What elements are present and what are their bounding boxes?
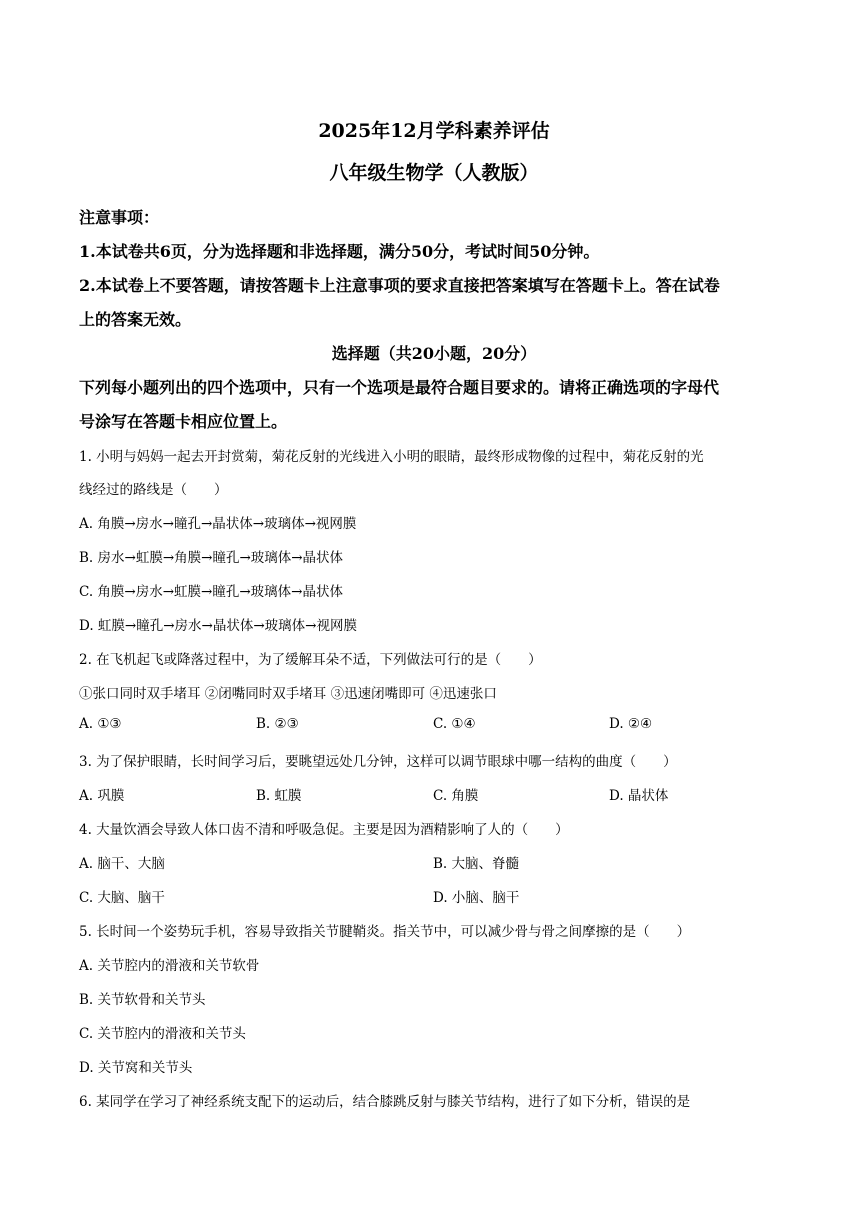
question-2-option-a: A. ①③: [79, 716, 122, 732]
notice-item-2-line-2: 上的答案无效。: [79, 310, 192, 329]
question-4-option-a: A. 脑干、大脑: [79, 856, 165, 872]
question-1-option-a: A. 角膜→房水→瞳孔→晶状体→玻璃体→视网膜: [79, 516, 357, 532]
question-2-option-b: B. ②③: [256, 716, 299, 732]
question-5-stem: 5. 长时间一个姿势玩手机，容易导致指关节腱鞘炎。指关节中，可以减少骨与骨之间摩擦的是（ ）: [79, 924, 691, 940]
question-1-option-d: D. 虹膜→瞳孔→房水→晶状体→玻璃体→视网膜: [79, 618, 357, 634]
question-2-option-c: C. ①④: [433, 716, 476, 732]
section-instruction-line-1: 下列每小题列出的四个选项中，只有一个选项是最符合题目要求的。请将正确选项的字母代: [79, 378, 720, 397]
question-2-stem: 2. 在飞机起飞或降落过程中，为了缓解耳朵不适，下列做法可行的是（ ）: [79, 652, 542, 668]
question-5-option-a: A. 关节腔内的滑液和关节软骨: [79, 958, 260, 974]
notice-item-2-line-1: 2.本试卷上不要答题，请按答题卡上注意事项的要求直接把答案填写在答题卡上。答在试卷: [79, 276, 720, 295]
section-instruction-line-2: 号涂写在答题卡相应位置上。: [79, 412, 288, 431]
question-5-option-d: D. 关节窝和关节头: [79, 1060, 193, 1076]
exam-subtitle: 八年级生物学（人教版）: [329, 162, 539, 184]
section-title: 选择题（共20小题，20分）: [331, 344, 537, 363]
question-1-stem-line-1: 1. 小明与妈妈一起去开封赏菊，菊花反射的光线进入小明的眼睛，最终形成物像的过程中，菊花反射的光: [79, 449, 704, 465]
notice-item-1: 1.本试卷共6页，分为选择题和非选择题，满分50分，考试时间50分钟。: [79, 242, 600, 261]
question-6-stem: 6. 某同学在学习了神经系统支配下的运动后，结合膝跳反射与膝关节结构，进行了如下分析，错误的是: [79, 1094, 691, 1110]
question-2-option-d: D. ②④: [609, 716, 653, 732]
question-1-option-b: B. 房水→虹膜→角膜→瞳孔→玻璃体→晶状体: [79, 550, 344, 566]
question-4-option-c: C. 大脑、脑干: [79, 890, 165, 906]
question-5-option-b: B. 关节软骨和关节头: [79, 992, 206, 1008]
question-1-stem-line-2: 线经过的路线是（ ）: [79, 482, 228, 498]
question-4-option-d: D. 小脑、脑干: [433, 890, 520, 906]
question-3-stem: 3. 为了保护眼睛，长时间学习后，要眺望远处几分钟，这样可以调节眼球中哪一结构的曲度（ ）: [79, 754, 677, 770]
question-3-option-b: B. 虹膜: [256, 788, 302, 804]
exam-title: 2025年12月学科素养评估: [318, 120, 550, 142]
question-3-option-d: D. 晶状体: [609, 788, 669, 804]
question-2-statements: ①张口同时双手堵耳 ②闭嘴同时双手堵耳 ③迅速闭嘴即可 ④迅速张口: [79, 686, 497, 702]
question-4-option-b: B. 大脑、脊髓: [433, 856, 520, 872]
question-3-option-c: C. 角膜: [433, 788, 479, 804]
notice-heading: 注意事项：: [79, 208, 160, 227]
question-4-stem: 4. 大量饮酒会导致人体口齿不清和呼吸急促。主要是因为酒精影响了人的（ ）: [79, 822, 569, 838]
question-1-option-c: C. 角膜→房水→虹膜→瞳孔→玻璃体→晶状体: [79, 584, 343, 600]
question-3-option-a: A. 巩膜: [79, 788, 125, 804]
question-5-option-c: C. 关节腔内的滑液和关节头: [79, 1026, 246, 1042]
